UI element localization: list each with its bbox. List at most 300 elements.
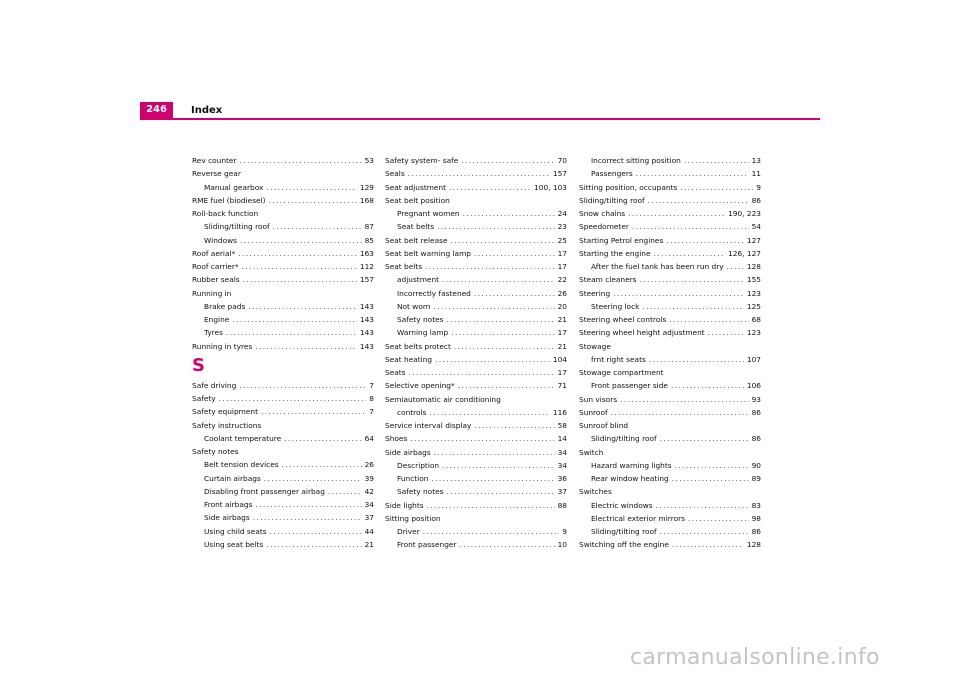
index-term: Semiautomatic air conditioning [385,394,501,404]
index-term: Steering [579,288,611,298]
index-entry [385,512,567,525]
dot-leader [240,154,362,167]
index-term: Steering lock [591,301,640,311]
page-reference: 87 [364,222,374,232]
dot-leader [613,287,744,300]
dot-leader [620,393,748,406]
index-term: Seats [385,368,406,377]
page-reference: 143 [359,315,374,324]
index-term: Incorrectly fastened [397,288,471,298]
dot-leader [458,379,555,392]
index-term: Driver [397,527,420,536]
dot-leader [255,340,357,353]
index-subentry [192,511,374,524]
dot-leader [654,247,726,260]
dot-leader [671,379,744,392]
index-entry [385,260,567,273]
index-section-letter: S [192,354,205,376]
index-subentry [579,260,761,273]
page-reference: 17 [557,368,567,377]
index-entry [579,181,761,194]
index-entry [579,234,761,247]
index-entry [579,446,761,459]
page-reference: 89 [751,474,761,483]
index-entry [192,445,374,458]
index-subentry [385,459,567,472]
index-subentry [385,485,567,498]
page-reference: 71 [557,381,567,391]
index-entry [579,393,761,406]
index-term: Electric windows [591,500,653,510]
index-subentry [192,458,374,471]
index-entry [385,167,567,180]
index-term: Coolant temperature [204,433,282,443]
index-subentry [579,300,761,313]
dot-leader [248,300,357,313]
index-subentry [385,538,567,551]
dot-leader [282,458,362,471]
dot-leader [261,405,366,418]
index-term: Safety [192,394,216,403]
index-term: Sliding/tilting roof [591,527,657,536]
index-term: Engine [204,315,230,324]
dot-leader [242,260,357,273]
dot-leader [474,419,554,432]
page-reference: 86 [751,434,761,444]
index-term: Seat belt warning lamp [385,248,471,258]
index-entry [385,446,567,459]
index-subentry [579,459,761,472]
index-term: Not worn [397,301,431,311]
dot-leader [649,353,744,366]
index-term: Side airbags [204,513,250,523]
index-term: Pregnant women [397,209,460,218]
index-term: Function [397,474,429,483]
page-reference: 42 [364,486,374,496]
index-term: Seat belt release [385,235,448,245]
index-entry [385,154,567,167]
index-term: Side lights [385,500,424,510]
page-reference: 126, 127 [728,248,761,258]
index-term: Roof aerial* [192,248,236,258]
page-reference: 21 [557,341,567,351]
page-reference: 26 [557,288,567,298]
index-term: Curtain airbags [204,473,261,483]
dot-leader [409,366,555,379]
page-reference: 163 [359,248,374,258]
index-column-1 [192,154,374,551]
index-entry [385,353,567,366]
index-term: Sitting position, occupants [579,182,678,192]
index-term: Stowage compartment [579,368,664,377]
page-reference: 157 [359,275,374,285]
index-entry [192,247,374,260]
dot-leader [648,194,749,207]
index-term: Stowage [579,341,611,351]
index-subentry [192,485,374,498]
dot-leader [243,273,357,286]
page-reference: 123 [746,288,761,298]
index-term: Sun visors [579,394,618,404]
index-column-2 [385,154,567,552]
index-entry [579,207,761,220]
dot-leader [266,181,357,194]
index-subentry [579,512,761,525]
index-term: Steering wheel controls [579,315,667,324]
index-term: Seat belts protect [385,341,451,351]
dot-leader [431,472,554,485]
index-entry [192,287,374,300]
index-entry [192,167,374,180]
index-term: Shoes [385,434,408,444]
index-entry [579,419,761,432]
page-reference: 93 [751,394,761,404]
index-term: Sitting position [385,513,441,523]
index-entry [192,379,374,392]
page-reference: 17 [557,262,567,271]
page-reference: 8 [369,394,374,403]
index-entry [192,419,374,432]
index-term: Brake pads [204,301,246,311]
index-term: Description [397,460,440,470]
page-reference: 155 [746,275,761,285]
index-term: Rubber seals [192,275,240,285]
page-reference: 34 [557,460,567,470]
index-entry [579,538,761,551]
index-term: Seat belts [385,262,423,271]
dot-leader [449,181,531,194]
index-term: Steering wheel height adjustment [579,328,705,338]
dot-leader [666,234,744,247]
dot-leader [434,446,555,459]
index-term: Sliding/tilting roof [591,434,657,444]
dot-leader [461,154,554,167]
dot-leader [688,512,749,525]
dot-leader [459,538,554,551]
page-reference: 26 [364,460,374,470]
dot-leader [656,499,749,512]
dot-leader [447,313,555,326]
index-entry [579,406,761,419]
index-term: Starting Petrol engines [579,235,664,245]
index-term: Reverse gear [192,169,241,179]
index-term: Running in tyres [192,341,253,351]
dot-leader [264,472,362,485]
dot-leader [273,220,362,233]
index-term: Roof carrier* [192,262,239,271]
page-reference: 34 [364,500,374,509]
index-term: controls [397,407,427,417]
dot-leader [451,234,555,247]
page-reference: 143 [359,328,374,338]
dot-leader [255,498,361,511]
page-reference: 88 [557,500,567,510]
index-subentry [192,538,374,551]
index-subentry [192,525,374,538]
page-reference: 116 [552,407,567,417]
index-term: Switch [579,447,604,457]
page-reference: 17 [557,248,567,258]
page-reference: 64 [364,433,374,443]
page-reference: 90 [751,460,761,470]
index-entry [579,194,761,207]
index-term: Front passenger side [591,381,668,391]
page-reference: 190, 223 [728,209,761,218]
page-reference: 83 [751,500,761,510]
page-reference: 70 [557,156,567,165]
page-reference: 53 [364,156,374,165]
index-term: Safety system- safe [385,156,459,165]
page-reference: 143 [359,301,374,311]
dot-leader [454,340,555,353]
page-reference: 106 [746,381,761,391]
index-term: Seat adjustment [385,182,447,192]
index-entry [385,340,567,353]
page-reference: 20 [557,301,567,311]
index-term: After the fuel tank has been run dry [591,262,724,271]
index-entry [192,194,374,207]
dot-leader [680,181,753,194]
index-entry [192,260,374,273]
index-entry [192,405,374,418]
dot-leader [266,538,361,551]
index-term: Front airbags [204,500,253,509]
index-subentry [579,472,761,485]
page-reference: 21 [557,315,567,324]
dot-leader [253,511,362,524]
index-term: Passengers [591,169,633,179]
dot-leader [270,525,362,538]
index-term: Tyres [204,328,224,338]
page-reference: 128 [746,262,761,271]
dot-leader [672,538,744,551]
dot-leader [239,379,366,392]
index-subentry [385,273,567,286]
dot-leader [642,300,743,313]
dot-leader [435,353,550,366]
index-term: Windows [204,235,237,245]
dot-leader [463,207,555,220]
index-subentry [385,207,567,220]
dot-leader [474,247,555,260]
index-entry [579,326,761,339]
index-term: Manual gearbox [204,182,264,192]
index-subentry [385,287,567,300]
index-subentry [579,379,761,392]
index-subentry [192,326,374,339]
dot-leader [238,247,357,260]
page-reference: 10 [557,540,567,550]
page-reference: 7 [369,380,374,390]
page-reference: 58 [557,421,567,430]
page-reference: 85 [364,235,374,245]
dot-leader [429,406,549,419]
page-reference: 14 [557,434,567,444]
index-entry [385,247,567,260]
index-subentry [579,432,761,445]
dot-leader [447,485,555,498]
index-term: Safe driving [192,380,237,390]
dot-leader [727,260,744,273]
page-reference: 123 [746,328,761,338]
page-reference: 143 [359,341,374,351]
page-reference: 107 [746,354,761,364]
watermark-text: carmanualsonline.info [630,645,880,670]
index-column-3 [579,154,761,552]
index-term: Switches [579,487,612,497]
index-entry [192,340,374,353]
index-subentry [385,326,567,339]
page-reference: 104 [552,354,567,364]
index-term: Rear window heating [591,474,669,483]
dot-leader [437,220,555,233]
index-entry [579,340,761,353]
index-entry [385,379,567,392]
index-entry [385,181,567,194]
index-subentry [385,313,567,326]
dot-leader [328,485,362,498]
dot-leader [675,459,749,472]
index-term: frnt right seats [591,354,646,364]
page-reference: 157 [552,169,567,179]
index-term: Side airbags [385,447,431,457]
dot-leader [410,432,554,445]
page-reference: 68 [751,315,761,324]
dot-leader [660,432,749,445]
index-term: Service interval display [385,421,472,430]
index-subentry [192,300,374,313]
page-reference: 22 [557,275,567,285]
index-term: Starting the engine [579,248,651,258]
dot-leader [433,300,554,313]
dot-leader [442,459,555,472]
page-reference: 39 [364,473,374,483]
index-term: Steam cleaners [579,275,637,285]
dot-leader [442,273,555,286]
dot-leader [672,472,749,485]
dot-leader [474,287,555,300]
index-term: Hazard warning lights [591,460,672,470]
index-subentry [579,154,761,167]
dot-leader [423,525,560,538]
page-reference: 36 [557,474,567,483]
page-reference: 17 [557,328,567,338]
index-term: Sliding/tilting roof [204,222,270,232]
index-term: Roll-back function [192,209,259,218]
page-reference: 127 [746,235,761,245]
index-term: Safety notes [192,447,239,456]
page-reference: 129 [359,182,374,192]
index-term: Using seat belts [204,539,264,549]
page-reference: 13 [751,156,761,165]
dot-leader [660,525,749,538]
dot-leader [232,313,357,326]
index-term: Sunroof [579,407,608,417]
page-reference: 44 [364,526,374,536]
index-term: Seat heating [385,354,433,364]
index-subentry [385,472,567,485]
index-term: Sunroof blind [579,421,629,430]
page-reference: 37 [557,487,567,497]
dot-leader [708,326,744,339]
index-subentry [385,406,567,419]
index-entry [385,432,567,445]
index-entry [579,273,761,286]
index-entry [192,207,374,220]
index-term: Snow chains [579,209,626,218]
index-entry [385,419,567,432]
index-subentry [192,313,374,326]
index-term: Rev counter [192,156,237,165]
page-reference: 9 [756,182,761,192]
index-entry [579,220,761,233]
page-number: 246 [140,102,173,118]
index-entry [385,234,567,247]
index-entry [385,366,567,379]
index-subentry [579,353,761,366]
index-subentry [192,498,374,511]
index-term: adjustment [397,275,440,285]
index-term: Speedometer [579,222,629,232]
dot-leader [408,167,550,180]
dot-leader [219,392,367,405]
dot-leader [240,234,362,247]
index-term: Safety equipment [192,407,258,417]
index-entry [579,366,761,379]
index-subentry [385,300,567,313]
page-reference: 24 [557,209,567,218]
dot-leader [427,499,555,512]
index-entry [385,499,567,512]
page-reference: 37 [364,513,374,523]
index-term: Electrical exterior mirrors [591,513,686,523]
dot-leader [640,273,744,286]
index-subentry [192,181,374,194]
index-term: Seals [385,169,405,179]
dot-leader [628,207,725,220]
index-term: Disabling front passenger airbag [204,486,325,496]
index-term: Belt tension devices [204,460,279,470]
index-term: Seat belts [397,222,435,232]
page-reference: 7 [369,407,374,417]
page-reference: 168 [359,195,374,205]
index-term: Sliding/tilting roof [579,195,645,205]
dot-leader [636,167,749,180]
index-entry [579,313,761,326]
index-subentry [579,167,761,180]
page-reference: 86 [751,527,761,536]
page-reference: 100, 103 [534,182,567,192]
dot-leader [425,260,555,273]
page-reference: 128 [746,540,761,550]
dot-leader [669,313,748,326]
index-entry [192,154,374,167]
page-reference: 21 [364,539,374,549]
index-subentry [579,525,761,538]
dot-leader [611,406,749,419]
page-reference: 54 [751,222,761,232]
index-subentry [192,234,374,247]
index-term: Safety notes [397,315,444,324]
page-reference: 34 [557,447,567,457]
dot-leader [284,432,361,445]
index-entry [192,392,374,405]
page-reference: 23 [557,222,567,232]
index-term: RME fuel (biodiesel) [192,195,266,205]
index-entry [385,194,567,207]
page-title: Index [191,105,223,116]
index-subentry [579,499,761,512]
